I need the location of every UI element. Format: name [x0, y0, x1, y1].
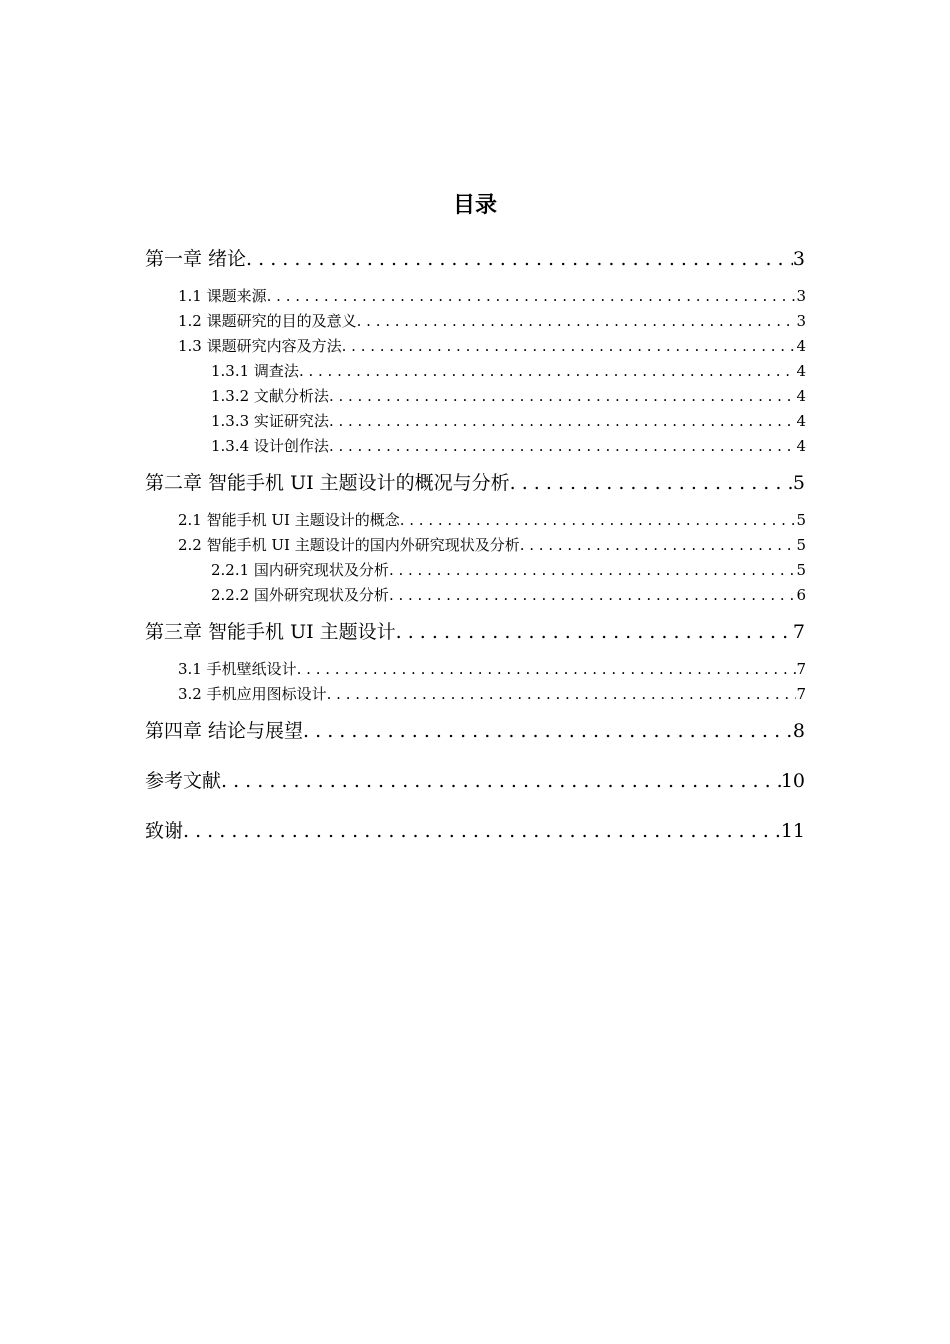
toc-entry[interactable]	[145, 470, 805, 496]
toc-leader-dots	[221, 768, 781, 794]
toc-entry-label: 1.3 课题研究内容及方法	[178, 337, 342, 355]
toc-page-number: 7	[796, 660, 806, 678]
toc-leader-dots	[183, 818, 781, 844]
toc-entry[interactable]	[178, 534, 806, 556]
toc-leader-dots	[299, 360, 797, 382]
toc-entry[interactable]	[145, 718, 805, 744]
toc-leader-dots	[510, 470, 793, 496]
toc-page-number: 8	[792, 720, 805, 742]
toc-page-number: 5	[796, 536, 806, 554]
toc-entry-label: 3.1 手机壁纸设计	[178, 660, 297, 678]
toc-leader-dots	[329, 435, 797, 457]
toc-entry[interactable]	[211, 584, 806, 606]
toc-page-number: 4	[796, 412, 806, 430]
toc-entry-label: 2.2.1 国内研究现状及分析	[211, 561, 389, 579]
toc-page-number: 3	[792, 248, 805, 270]
toc-page-number: 7	[792, 621, 805, 643]
toc-entry[interactable]	[178, 658, 806, 680]
toc-page-number: 5	[792, 472, 805, 494]
toc-leader-dots	[303, 718, 793, 744]
toc-leader-dots	[329, 410, 797, 432]
toc-entry[interactable]	[178, 310, 806, 332]
toc-page-number: 11	[780, 820, 805, 842]
toc-entry[interactable]	[178, 335, 806, 357]
toc-page-number: 7	[796, 685, 806, 703]
toc-page-number: 5	[796, 511, 806, 529]
toc-leader-dots	[246, 246, 793, 272]
toc-entry-label: 第二章 智能手机 UI 主题设计的概况与分析	[145, 472, 510, 494]
toc-page-number: 5	[796, 561, 806, 579]
toc-entry[interactable]	[211, 559, 806, 581]
toc-entry[interactable]	[145, 246, 805, 272]
toc-page-number: 4	[796, 337, 806, 355]
toc-entry-label: 1.1 课题来源	[178, 287, 267, 305]
toc-entry-label: 2.1 智能手机 UI 主题设计的概念	[178, 511, 400, 529]
toc-entry[interactable]	[145, 768, 805, 794]
toc-leader-dots	[327, 683, 797, 705]
toc-entry-label: 1.3.4 设计创作法	[211, 437, 329, 455]
toc-entry[interactable]	[145, 619, 805, 645]
toc-page-number: 4	[796, 362, 806, 380]
toc-leader-dots	[297, 658, 797, 680]
toc-leader-dots	[389, 559, 797, 581]
toc-page-number: 4	[796, 437, 806, 455]
toc-leader-dots	[329, 385, 797, 407]
toc-entry-label: 参考文献	[145, 770, 222, 792]
toc-entry-label: 第四章 结论与展望	[145, 720, 304, 742]
toc-entry-label: 1.3.1 调查法	[211, 362, 299, 380]
toc-entry-label: 1.3.3 实证研究法	[211, 412, 329, 430]
toc-title: 目录	[452, 193, 497, 218]
toc-leader-dots	[357, 310, 797, 332]
toc-page-number: 4	[796, 387, 806, 405]
toc-entry[interactable]	[211, 385, 806, 407]
toc-entry-label: 1.2 课题研究的目的及意义	[178, 312, 357, 330]
toc-leader-dots	[342, 335, 797, 357]
toc-page-number: 6	[796, 586, 806, 604]
toc-page-number: 10	[780, 770, 805, 792]
toc-leader-dots	[400, 509, 797, 531]
toc-entry-label: 3.2 手机应用图标设计	[178, 685, 327, 703]
toc-entry[interactable]	[211, 360, 806, 382]
toc-entry-label: 2.2 智能手机 UI 主题设计的国内外研究现状及分析	[178, 536, 520, 554]
toc-entry-label: 1.3.2 文献分析法	[211, 387, 329, 405]
toc-leader-dots	[520, 534, 797, 556]
toc-leader-dots	[396, 619, 793, 645]
toc-page-number: 3	[796, 287, 806, 305]
toc-entry-label: 致谢	[145, 820, 184, 842]
toc-entry-label: 第一章 绪论	[145, 248, 247, 270]
toc-entry[interactable]	[211, 410, 806, 432]
toc-entry-label: 2.2.2 国外研究现状及分析	[211, 586, 389, 604]
toc-entry[interactable]	[178, 509, 806, 531]
toc-entry[interactable]	[178, 683, 806, 705]
toc-entry-label: 第三章 智能手机 UI 主题设计	[145, 621, 396, 643]
toc-leader-dots	[267, 285, 797, 307]
toc-page-number: 3	[796, 312, 806, 330]
toc-entry[interactable]	[145, 818, 805, 844]
toc-leader-dots	[389, 584, 797, 606]
toc-entry[interactable]	[178, 285, 806, 307]
toc-entry[interactable]	[211, 435, 806, 457]
